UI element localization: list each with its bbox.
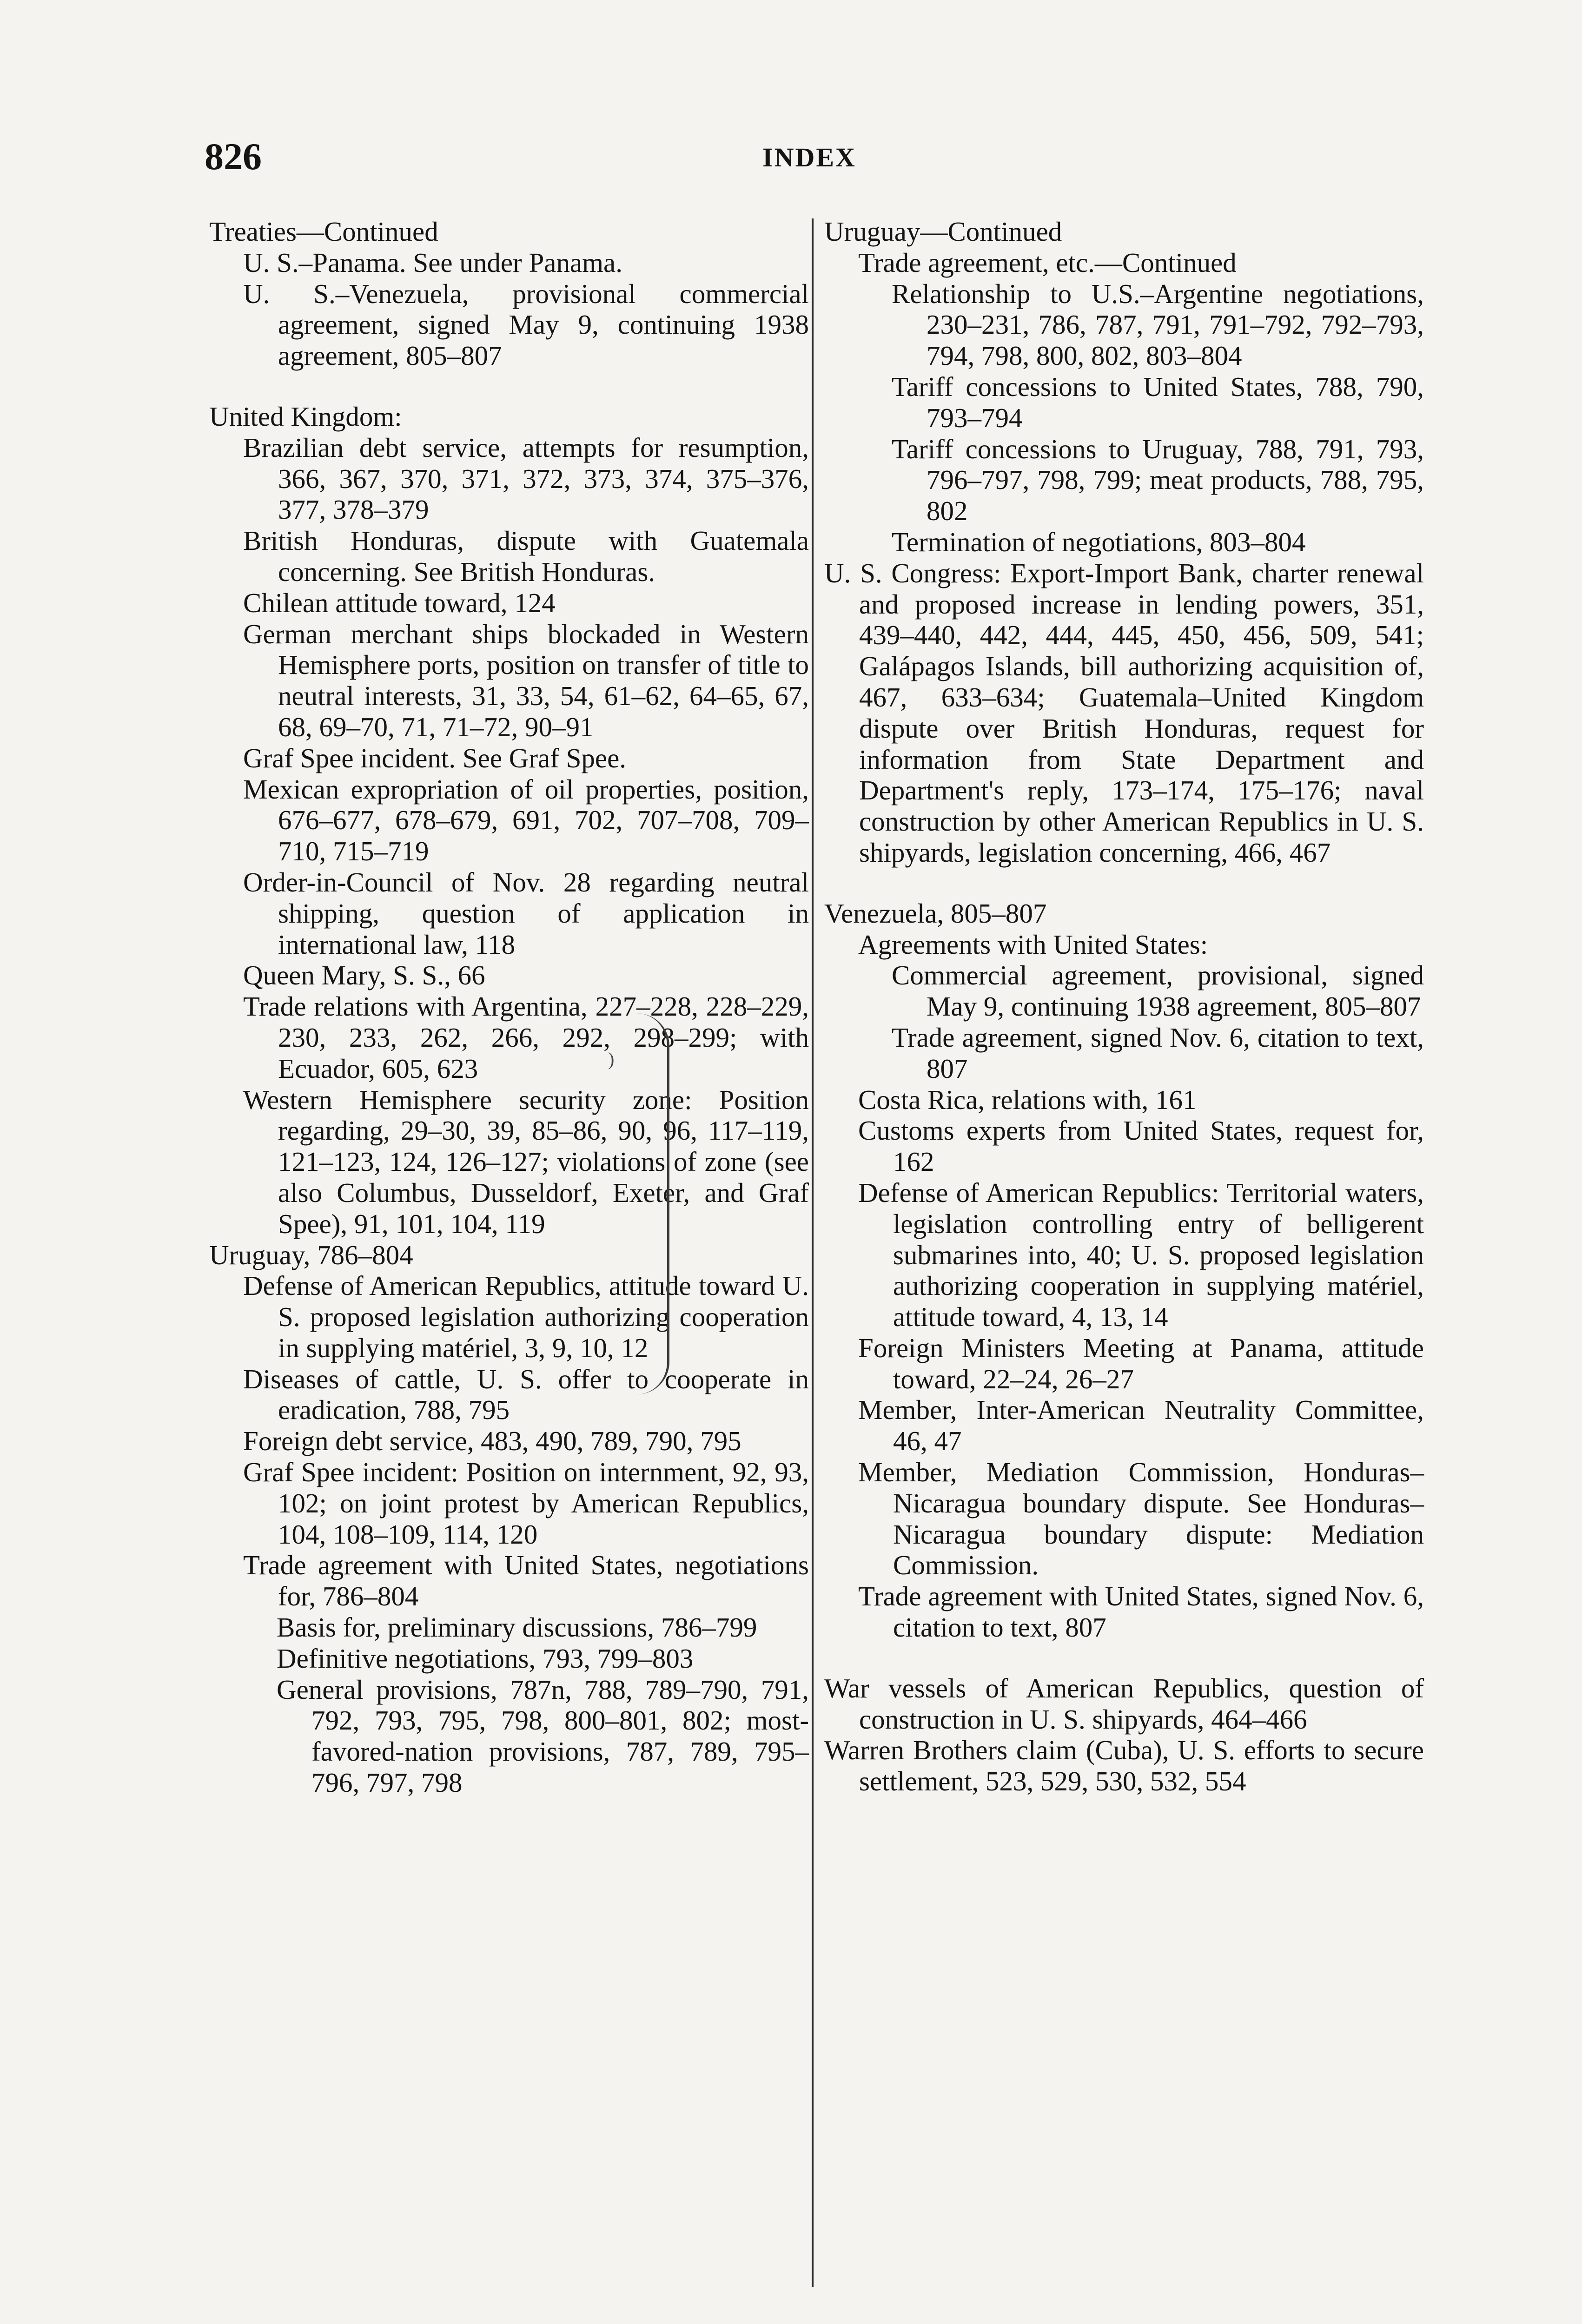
index-entry: Definitive negotiations, 793, 799–803 xyxy=(277,1643,694,1674)
index-entry: Customs experts from United States, request for, 162 xyxy=(858,1115,1424,1177)
index-entry: Warren Brothers claim (Cuba), U. S. efforts to secure settlement, 523, 529, 530, 532, 554 xyxy=(824,1735,1424,1797)
index-entry: Tariff concessions to Uruguay, 788, 791, 793, 796–797, 798, 799; meat products, 788, 795, 802 xyxy=(892,433,1424,527)
index-entry: Foreign debt service, 483, 490, 789, 790, 795 xyxy=(243,1426,741,1457)
index-entry: General provisions, 787n, 788, 789–790, 791, 792, 793, 795, 798, 800–801, 802; most-favored-nation provisions, 787, 789, 795–796, 797, 798 xyxy=(277,1674,809,1798)
index-entry: Tariff concessions to United States, 788, 790, 793–794 xyxy=(892,371,1424,433)
index-entry: Trade agreement with United States, signed Nov. 6, citation to text, 807 xyxy=(858,1581,1424,1643)
index-entry: Order-in-Council of Nov. 28 regarding neutral shipping, question of application in international law, 118 xyxy=(243,866,809,960)
index-entry: Western Hemisphere security zone: Position regarding, 29–30, 39, 85–86, 90, 96, 117–119, 121–123, 124, 126–127; violations of zone (see also Columbus, Dusseldorf, Exeter, and Graf Spee), 91, 101, 104, 119 xyxy=(243,1084,809,1239)
index-entry: Queen Mary, S. S., 66 xyxy=(243,960,485,991)
index-entry: Treaties—Continued xyxy=(209,216,438,247)
index-entry: Trade agreement with United States, negotiations for, 786–804 xyxy=(243,1550,809,1612)
index-entry: Member, Inter-American Neutrality Committee, 46, 47 xyxy=(858,1394,1424,1457)
right-index-column xyxy=(824,216,1424,1797)
column-divider xyxy=(812,218,814,2287)
index-entry: Venezuela, 805–807 xyxy=(824,898,1047,929)
index-entry: Trade agreement, etc.—Continued xyxy=(858,247,1237,278)
index-entry: U. S. Congress: Export-Import Bank, charter renewal and proposed increase in lending powers, 351, 439–440, 442, 444, 445, 450, 456, 509, 541; Galápagos Islands, bill authorizing acquisition of, 467, 633–634; Guatemala–United Kingdom dispute over British Honduras, request for information from State Department and Department's reply, 173–174, 175–176; naval construction by other American Republics in U. S. shipyards, legislation concerning, 466, 467 xyxy=(824,557,1424,868)
index-entry: Member, Mediation Commission, Honduras–Nicaragua boundary dispute. See Honduras–Nicaragua boundary dispute: Mediation Commission. xyxy=(858,1457,1424,1581)
index-entry: Basis for, preliminary discussions, 786–799 xyxy=(277,1612,757,1643)
margin-speck: ) xyxy=(608,1049,615,1070)
index-entry: U. S.–Venezuela, provisional commercial agreement, signed May 9, continuing 1938 agreement, 805–807 xyxy=(243,278,809,371)
index-entry: Uruguay, 786–804 xyxy=(209,1239,413,1270)
index-entry: German merchant ships blockaded in Western Hemisphere ports, position on transfer of title to neutral interests, 31, 33, 54, 61–62, 64–65, 67, 68, 69–70, 71, 71–72, 90–91 xyxy=(243,618,809,742)
index-entry: Uruguay—Continued xyxy=(824,216,1062,247)
index-entry: Costa Rica, relations with, 161 xyxy=(858,1084,1197,1115)
index-entry: Relationship to U.S.–Argentine negotiations, 230–231, 786, 787, 791, 791–792, 792–793, 794, 798, 800, 802, 803–804 xyxy=(892,278,1424,371)
page-title: INDEX xyxy=(762,142,856,172)
index-entry: Defense of American Republics, attitude toward U. S. proposed legislation authorizing cooperation in supplying matériel, 3, 9, 10, 12 xyxy=(243,1270,809,1363)
index-entry: U. S.–Panama. See under Panama. xyxy=(243,247,622,278)
index-entry: Termination of negotiations, 803–804 xyxy=(892,526,1306,557)
left-index-column xyxy=(209,216,809,1798)
index-entry: Chilean attitude toward, 124 xyxy=(243,587,556,618)
index-entry: Diseases of cattle, U. S. offer to cooperate in eradication, 788, 795 xyxy=(243,1363,809,1426)
index-entry: Trade agreement, signed Nov. 6, citation to text, 807 xyxy=(892,1022,1424,1084)
index-entry: Defense of American Republics: Territorial waters, legislation controlling entry of belligerent submarines into, 40; U. S. proposed legislation authorizing cooperation in supplying matériel, attitude toward, 4, 13, 14 xyxy=(858,1177,1424,1333)
index-entry: War vessels of American Republics, question of construction in U. S. shipyards, 464–466 xyxy=(824,1672,1424,1735)
index-entry: British Honduras, dispute with Guatemala concerning. See British Honduras. xyxy=(243,525,809,587)
margin-bracket-mark xyxy=(635,1013,669,1394)
index-entry: Foreign Ministers Meeting at Panama, attitude toward, 22–24, 26–27 xyxy=(858,1332,1424,1394)
index-entry: Graf Spee incident. See Graf Spee. xyxy=(243,742,627,773)
index-entry: Graf Spee incident: Position on internment, 92, 93, 102; on joint protest by American Republics, 104, 108–109, 114, 120 xyxy=(243,1457,809,1550)
index-entry: Agreements with United States: xyxy=(858,929,1208,960)
index-entry: Brazilian debt service, attempts for resumption, 366, 367, 370, 371, 372, 373, 374, 375–376, 377, 378–379 xyxy=(243,432,809,525)
index-entry: Trade relations with Argentina, 227–228, 228–229, 230, 233, 262, 266, 292, 298–299; with Ecuador, 605, 623 xyxy=(243,991,809,1084)
index-entry: Commercial agreement, provisional, signed May 9, continuing 1938 agreement, 805–807 xyxy=(892,960,1424,1022)
page-number: 826 xyxy=(205,135,262,178)
index-entry: United Kingdom: xyxy=(209,401,402,432)
index-entry: Mexican expropriation of oil properties, position, 676–677, 678–679, 691, 702, 707–708, 709–710, 715–719 xyxy=(243,773,809,867)
